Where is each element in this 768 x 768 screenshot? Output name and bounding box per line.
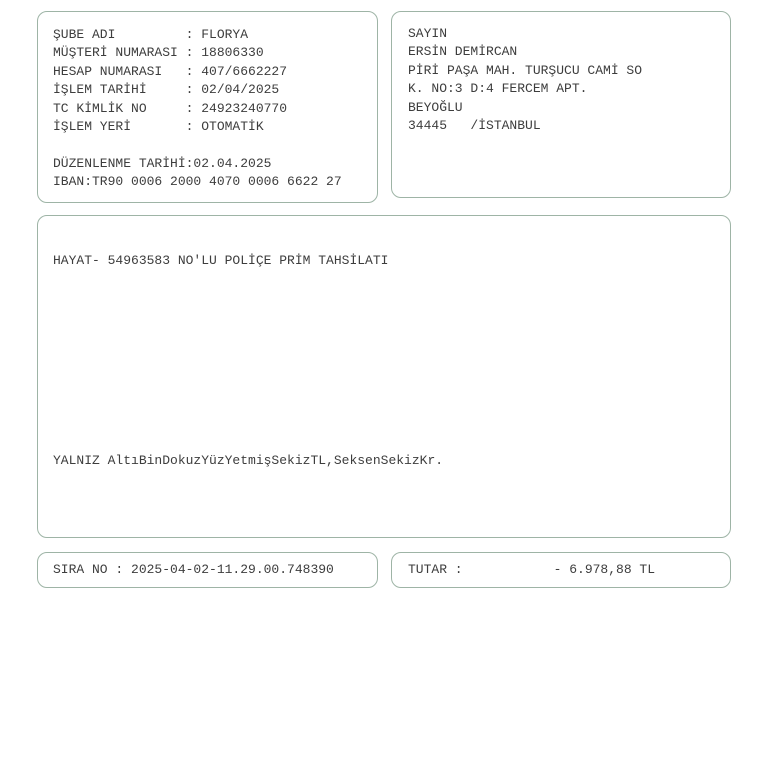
line-sayin: SAYIN <box>408 26 448 41</box>
line-tutar <box>408 561 730 579</box>
sira-no-box <box>37 552 378 588</box>
line-transaction-description: HAYAT- 54963583 NO'LU POLİÇE PRİM TAHSİLATI <box>53 253 389 268</box>
line-tc-kimlik-no: TC KİMLİK NO : 24923240770 <box>53 100 288 116</box>
line-musteri-numarasi: MÜŞTERİ NUMARASI : 18806330 <box>53 45 264 61</box>
recipient-info-box <box>391 11 731 198</box>
line-amount-in-words: YALNIZ AltıBinDokuzYüzYetmişSekizTL,SeksenSekizKr. <box>53 453 444 469</box>
line-sira-no: SIRA NO : 2025-04-02-11.29.00.748390 <box>53 562 334 577</box>
line-islem-yeri: İŞLEM YERİ : OTOMATİK <box>53 119 264 135</box>
line-district: BEYOĞLU <box>408 99 463 115</box>
tutar-box <box>391 552 731 588</box>
line-duzenlenme-tarihi: DÜZENLENME TARİHİ:02.04.2025 <box>53 155 272 171</box>
line-sube-adi: ŞUBE ADI : FLORYA <box>53 27 249 42</box>
line-islem-tarihi: İŞLEM TARİHİ : 02/04/2025 <box>53 82 280 98</box>
transaction-body-box <box>37 215 731 538</box>
tutar-value: - 6.978,88 TL <box>553 562 656 577</box>
branch-info-box <box>37 11 378 203</box>
tutar-label: TUTAR : <box>408 562 463 577</box>
line-postal-city: 34445 /İSTANBUL <box>408 118 541 134</box>
line-recipient-name: ERSİN DEMİRCAN <box>408 44 518 60</box>
line-iban: IBAN:TR90 0006 2000 4070 0006 6622 27 <box>53 174 342 190</box>
line-address-1: PİRİ PAŞA MAH. TURŞUCU CAMİ SO <box>408 62 643 78</box>
line-address-2: K. NO:3 D:4 FERCEM APT. <box>408 81 588 97</box>
line-hesap-numarasi: HESAP NUMARASI : 407/6662227 <box>53 63 288 79</box>
